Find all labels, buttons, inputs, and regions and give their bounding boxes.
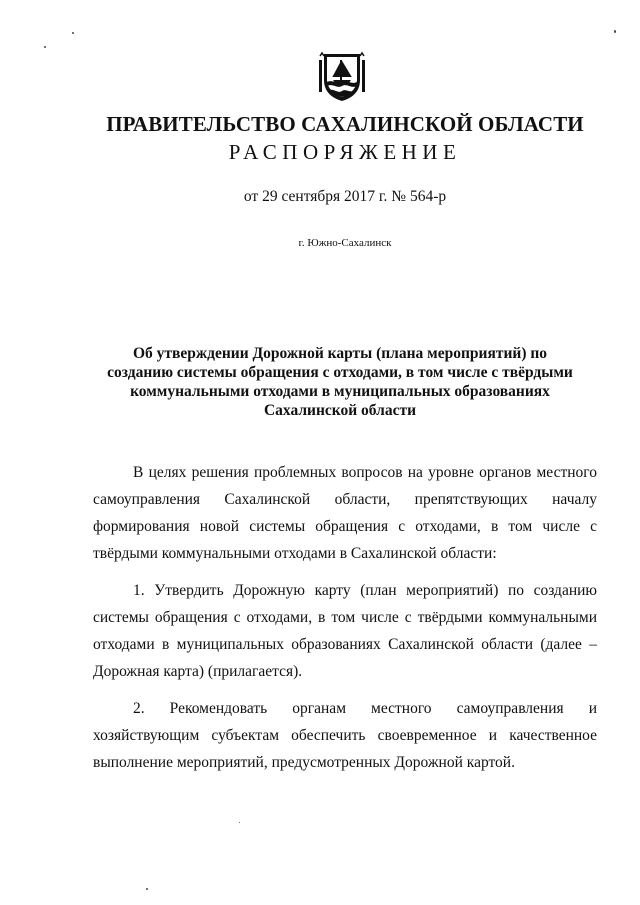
paragraph-item-2: 2. Рекомендовать органам местного самоуправления и хозяйствующим субъектам обеспечить своевременное и качественное выполнение мероприятий, предусмотренных Дорожной картой.: [93, 700, 597, 771]
paragraph-preamble: В целях решения проблемных вопросов на уровне органов местного самоуправления Сахалинской области, препятствующих началу формирования новой системы обращения с отходами, в том числе с твёрдыми коммунальными отходами в Сахалинской области:: [93, 464, 597, 562]
scan-speck: [614, 30, 616, 33]
scan-speck: [72, 32, 74, 34]
document-type: РАСПОРЯЖЕНИЕ: [228, 140, 462, 164]
scan-speck: [146, 888, 148, 890]
document-body: [93, 459, 597, 786]
coat-of-arms-icon: [319, 50, 365, 102]
organization-name: ПРАВИТЕЛЬСТВО САХАЛИНСКОЙ ОБЛАСТИ: [106, 112, 584, 136]
city-name: г. Южно-Сахалинск: [298, 237, 392, 249]
document-date-number: от 29 сентября 2017 г. № 564-р: [243, 188, 447, 205]
scan-speck: [239, 822, 240, 823]
document-title: Об утверждении Дорожной карты (плана мероприятий) по созданию системы обращения с отходами, в том числе с твёрдыми коммунальными отходами в муниципальных образованиях Сахалинской области: [107, 345, 573, 419]
paragraph-item-1: 1. Утвердить Дорожную карту (план мероприятий) по созданию системы обращения с отходами, в том числе с твёрдыми коммунальными отходами в муниципальных образованиях Сахалинской области (далее – Дорожная карта) (прилагается).: [93, 582, 597, 680]
scan-speck: [44, 46, 46, 48]
